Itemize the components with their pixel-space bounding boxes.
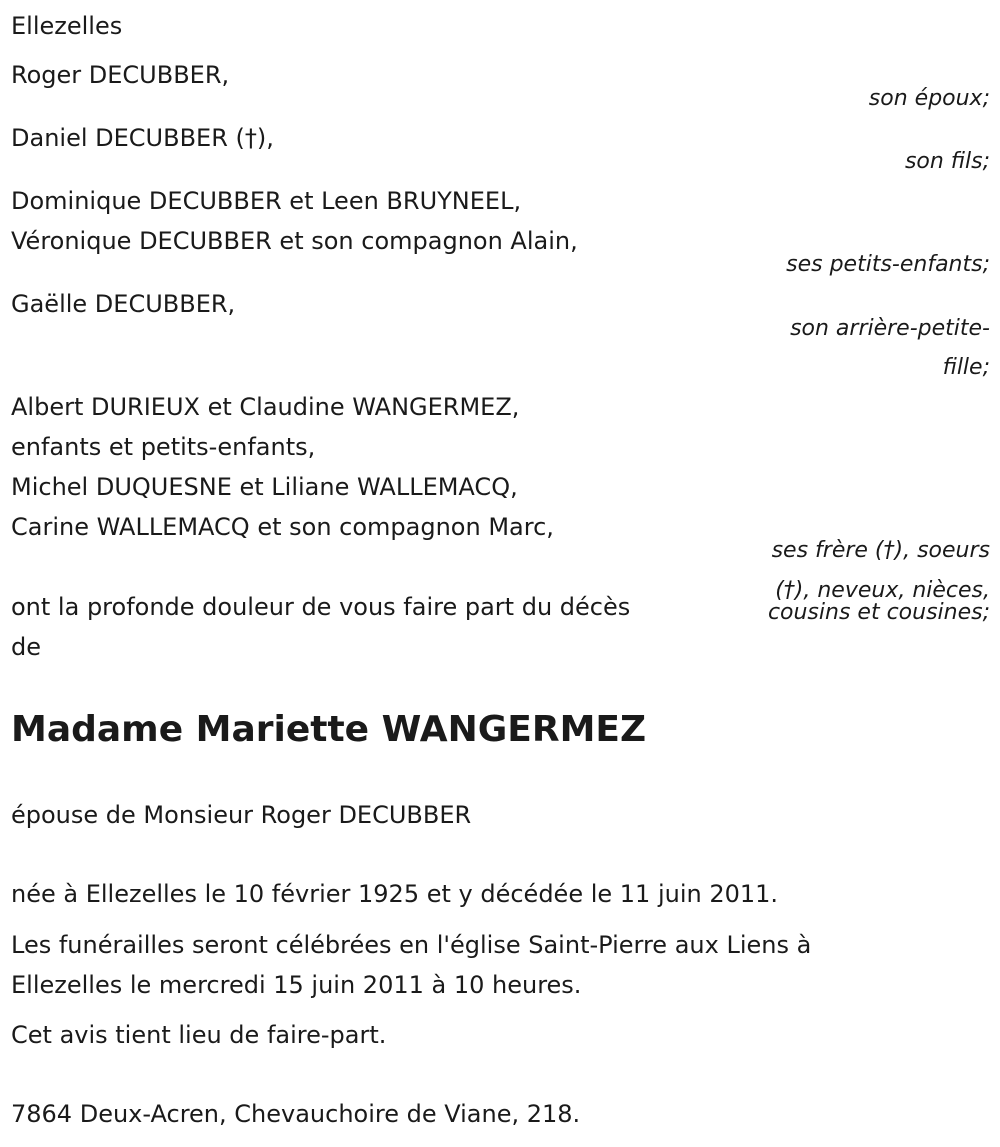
- family-relation: cousins et cousines;: [767, 600, 990, 625]
- family-name-line: Albert DURIEUX et Claudine WANGERMEZ,: [11, 393, 520, 421]
- announcement-line: de: [11, 633, 41, 661]
- family-name-line: enfants et petits-enfants,: [11, 433, 316, 461]
- family-name-line: Roger DECUBBER,: [11, 61, 230, 89]
- location: Ellezelles: [11, 12, 123, 40]
- notice-line: Cet avis tient lieu de faire-part.: [11, 1021, 387, 1049]
- family-name-line: Carine WALLEMACQ et son compagnon Marc,: [11, 513, 554, 541]
- address: 7864 Deux-Acren, Chevauchoire de Viane, 218.: [11, 1100, 581, 1128]
- family-name-line: Daniel DECUBBER (†),: [11, 124, 274, 152]
- family-relation: son arrière-petite-: [790, 316, 990, 341]
- family-relation: ses petits-enfants;: [786, 252, 990, 277]
- family-relation: son fils;: [904, 149, 990, 174]
- family-name-line: Gaëlle DECUBBER,: [11, 290, 236, 318]
- family-relation: (†), neveux, nièces,: [775, 578, 990, 603]
- deceased-name: Madame Mariette WANGERMEZ: [11, 709, 647, 750]
- funeral-line: Les funérailles seront célébrées en l'église Saint-Pierre aux Liens à: [11, 931, 812, 959]
- family-name-line: Michel DUQUESNE et Liliane WALLEMACQ,: [11, 473, 518, 501]
- family-relation: fille;: [942, 355, 990, 380]
- family-relation: ses frère (†), soeurs: [771, 538, 990, 563]
- funeral-line: Ellezelles le mercredi 15 juin 2011 à 10 heures.: [11, 971, 582, 999]
- birth-death-line: née à Ellezelles le 10 février 1925 et y décédée le 11 juin 2011.: [11, 880, 779, 908]
- family-name-line: Dominique DECUBBER et Leen BRUYNEEL,: [11, 187, 522, 215]
- spouse-line: épouse de Monsieur Roger DECUBBER: [11, 801, 472, 829]
- family-name-line: Véronique DECUBBER et son compagnon Alain,: [11, 227, 578, 255]
- announcement-line: ont la profonde douleur de vous faire part du décès: [11, 593, 631, 621]
- family-relation: son époux;: [868, 86, 990, 111]
